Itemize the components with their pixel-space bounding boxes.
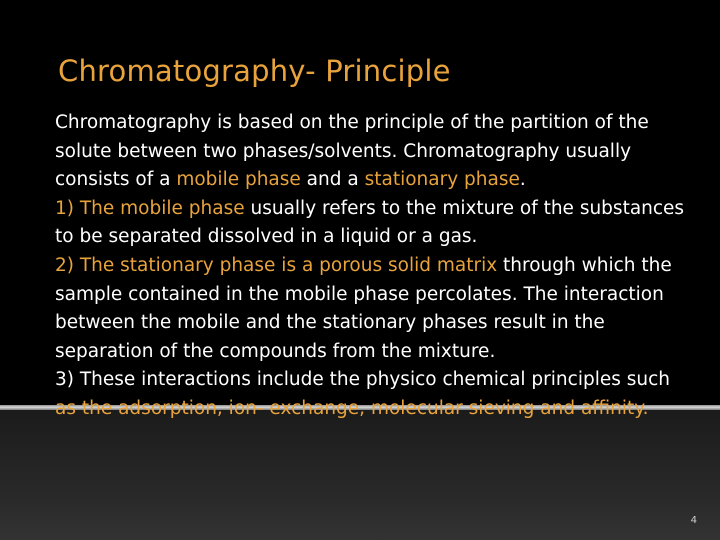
point-3-text: 3) These interactions include the physico chemical principles such (55, 369, 670, 391)
point-2-heading: 2) The stationary phase is a porous solid matrix (55, 254, 498, 276)
slide-background-bottom (0, 410, 720, 540)
point-1-heading: 1) The mobile phase (55, 197, 245, 219)
point-2-text: through which the sample contained in the mobile phase percolates. The interaction between the mobile and the stationary phases result in the separation of the compounds from the mixture. (55, 254, 672, 362)
body-text-segment: . (519, 169, 526, 191)
slide-body-text (55, 109, 695, 424)
point-1-text: usually refers to the mixture of the substances to be separated dissolved in a liquid or a gas. (55, 197, 685, 248)
highlight-mobile-phase: mobile phase (176, 169, 301, 191)
highlight-stationary-phase: stationary phase (364, 169, 520, 191)
slide-title: Chromatography- Principle (58, 54, 451, 88)
point-3-highlight: as the adsorption, ion- exchange, molecular sieving and affinity. (55, 397, 649, 419)
page-number: 4 (690, 515, 697, 526)
body-text-segment: and a (300, 169, 365, 191)
body-text-segment: Chromatography is based on the principle of the partition of the solute between two phases/solvents. Chromatography usually consists of a (55, 112, 649, 191)
